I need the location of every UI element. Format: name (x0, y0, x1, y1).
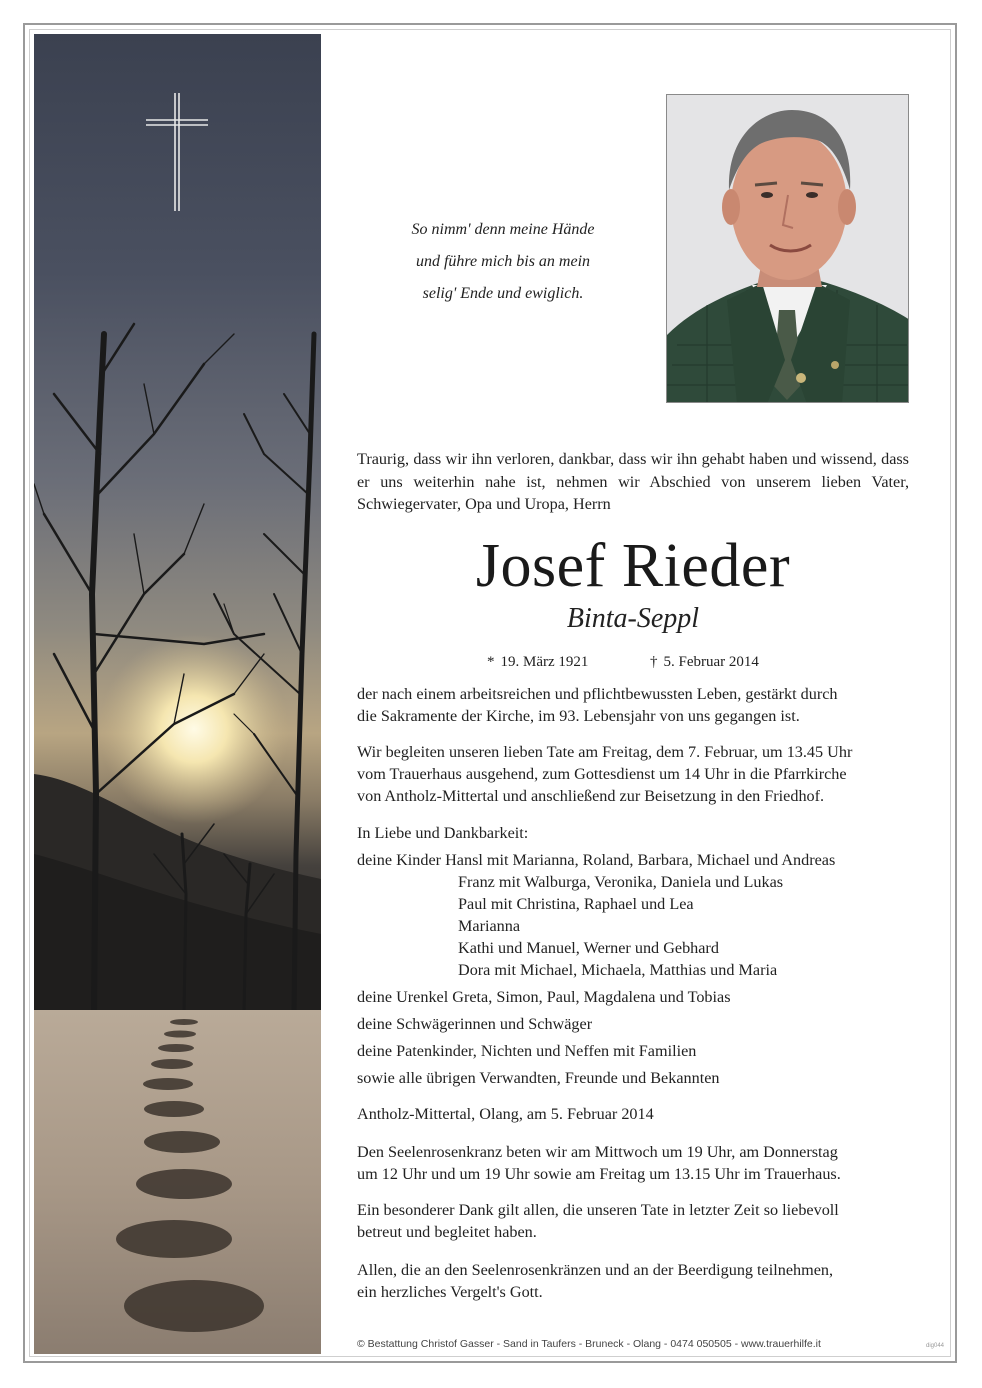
text-line: Wir begleiten unseren lieben Tate am Freitag, dem 7. Februar, um 13.45 Uhr (357, 743, 853, 761)
text-line: um 12 Uhr und um 19 Uhr sowie am Freitag um 13.15 Uhr im Trauerhaus. (357, 1165, 841, 1183)
intro-paragraph: Traurig, dass wir ihn verloren, dankbar, dass wir ihn gehabt haben und wissend, dass er uns weiterhin nahe ist, nehmen wir Abschied von unserem lieben Vater, Schwiegervater, Opa und Uropa, Herrn (357, 450, 909, 513)
children-line: Kathi und Manuel, Werner und Gebhard (458, 939, 719, 957)
text-line: die Sakramente der Kirche, im 93. Lebensjahr von uns gegangen ist. (357, 707, 800, 725)
verse-line: und führe mich bis an mein (415, 253, 591, 270)
closing-paragraph (357, 1259, 913, 1303)
text-line: vom Trauerhaus ausgehend, zum Gottesdienst um 14 Uhr in die Pfarrkirche (357, 765, 847, 783)
deceased-nickname: Binta-Seppl (566, 603, 700, 634)
place-date (357, 1103, 913, 1125)
verse-line: So nimm' denn meine Hände (411, 221, 595, 238)
birth-symbol: * (487, 654, 495, 670)
children-line: deine Kinder Hansl mit Marianna, Roland, Barbara, Michael und Andreas (357, 851, 836, 869)
text-line: Ein besonderer Dank gilt allen, die unseren Tate in letzter Zeit so liebevoll (357, 1201, 839, 1219)
relatives-line: deine Patenkinder, Nichten und Neffen mit Familien (357, 1042, 697, 1060)
text-line: von Antholz-Mittertal und anschließend zur Beisetzung in den Friedhof. (357, 787, 825, 805)
family-heading: In Liebe und Dankbarkeit: (357, 824, 529, 842)
cross-icon (146, 93, 208, 211)
children-line: Franz mit Walburga, Veronika, Daniela und Lukas (458, 873, 784, 891)
text-line: betreut und begleitet haben. (357, 1223, 537, 1241)
text-line: Antholz-Mittertal, Olang, am 5. Februar 2014 (357, 1105, 654, 1123)
portrait-photo (666, 94, 909, 403)
memorial-verse (366, 214, 640, 310)
death-date: 5. Februar 2014 (663, 654, 759, 670)
passing-paragraph (357, 683, 913, 727)
death-symbol: † (650, 654, 658, 670)
text-line: Allen, die an den Seelenrosenkränzen und an der Beerdigung teilnehmen, (357, 1261, 834, 1279)
rosary-paragraph (357, 1141, 913, 1185)
family-list (357, 822, 913, 1089)
birth-date: 19. März 1921 (500, 654, 589, 670)
sunset-snow-photo (34, 34, 321, 1354)
funeral-home-footer: © Bestattung Christof Gasser - Sand in Taufers - Bruneck - Olang - 0474 050505 - www.trauerhilfe.it (357, 1338, 821, 1350)
children-line: Marianna (458, 917, 521, 935)
verse-line: selig' Ende und ewiglich. (422, 285, 584, 302)
text-line: der nach einem arbeitsreichen und pflichtbewussten Leben, gestärkt durch (357, 685, 838, 703)
text-line: ein herzliches Vergelt's Gott. (357, 1283, 543, 1301)
children-line: Paul mit Christina, Raphael und Lea (458, 895, 694, 913)
portrait-illustration (667, 95, 909, 403)
thanks-paragraph (357, 1199, 913, 1243)
life-dates (487, 652, 807, 672)
children-line: Dora mit Michael, Michaela, Matthias und Maria (458, 961, 778, 979)
relatives-line: deine Schwägerinnen und Schwäger (357, 1015, 593, 1033)
text-line: Den Seelenrosenkranz beten wir am Mittwoch um 19 Uhr, am Donnerstag (357, 1143, 838, 1161)
document-code: dig044 (926, 1343, 945, 1349)
landscape-illustration (34, 34, 321, 1354)
funeral-paragraph (357, 741, 913, 807)
death-date-group (650, 652, 759, 672)
deceased-name: Josef Rieder (475, 532, 791, 600)
relatives-line: deine Urenkel Greta, Simon, Paul, Magdalena und Tobias (357, 988, 731, 1006)
relatives-line: sowie alle übrigen Verwandten, Freunde und Bekannten (357, 1069, 720, 1087)
